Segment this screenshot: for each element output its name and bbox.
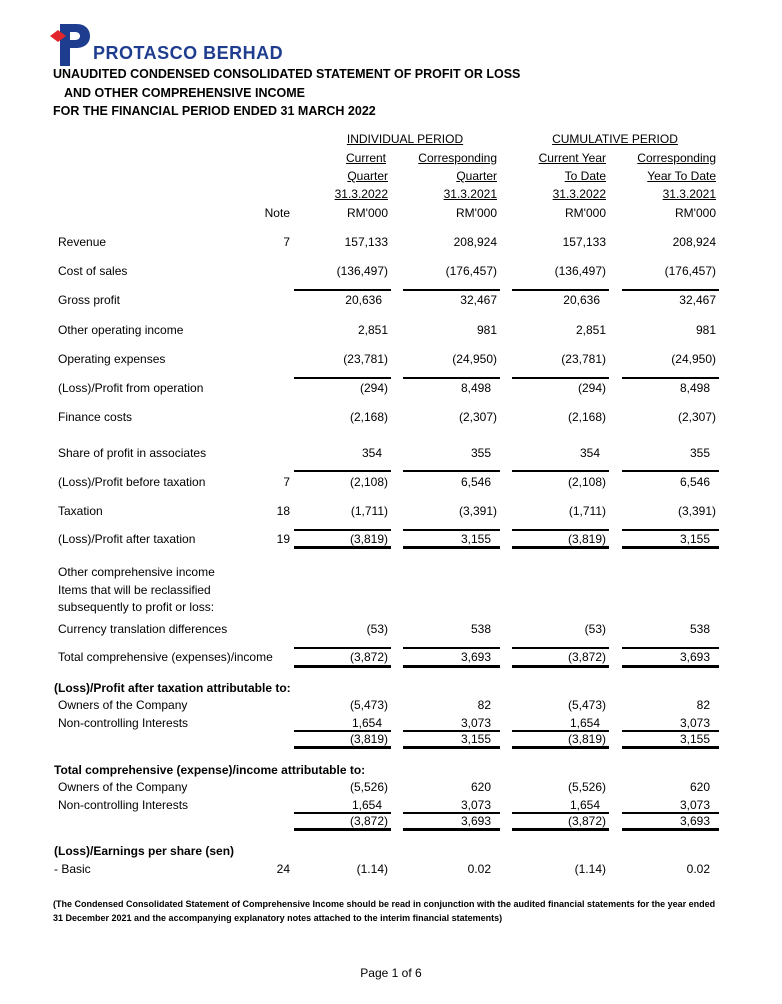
value-corresponding-ytd: 32,467	[679, 293, 716, 307]
value-current-quarter: (1,711)	[350, 504, 388, 518]
row-owners-comprehensive	[0, 779, 782, 795]
row-revenue	[0, 234, 782, 250]
row-label: Taxation	[58, 504, 103, 518]
row-note: 24	[276, 862, 290, 876]
value-current-quarter: 1,654	[351, 798, 382, 812]
col1-header-unit: RM'000	[347, 206, 388, 220]
row-total-comprehensive	[0, 649, 782, 665]
row-gross-profit	[0, 292, 782, 308]
row-label: (Loss)/Profit from operation	[58, 381, 204, 395]
value-corresponding-ytd: 6,546	[679, 475, 710, 489]
value-corresponding-ytd: (24,950)	[671, 352, 716, 366]
row-finance-costs	[0, 409, 782, 425]
row-label: Operating expenses	[58, 352, 166, 366]
value-corresponding-quarter: 3,073	[460, 716, 491, 730]
total-double-rule	[512, 546, 609, 549]
value-corresponding-quarter: 3,073	[460, 798, 491, 812]
statement-title-line-3: FOR THE FINANCIAL PERIOD ENDED 31 MARCH 2022	[53, 104, 376, 118]
section-eps	[0, 843, 782, 859]
value-corresponding-ytd: 82	[696, 698, 710, 712]
group-header-cumulative: CUMULATIVE PERIOD	[552, 132, 678, 146]
value-corresponding-ytd: 0.02	[686, 862, 710, 876]
value-current-ytd: (136,497)	[554, 264, 606, 278]
total-double-rule	[294, 546, 391, 549]
value-corresponding-quarter: 32,467	[460, 293, 497, 307]
subtotal-rule	[294, 470, 391, 472]
value-corresponding-ytd: 3,155	[679, 532, 710, 546]
value-corresponding-quarter: 0.02	[467, 862, 491, 876]
value-current-ytd: 20,636	[563, 293, 600, 307]
row-note: 19	[276, 532, 290, 546]
col4-header-date: 31.3.2021	[662, 187, 716, 201]
value-current-quarter: (23,781)	[343, 352, 388, 366]
value-current-quarter: (2,168)	[349, 410, 388, 424]
value-current-ytd: (5,473)	[567, 698, 606, 712]
value-current-ytd: (1,711)	[568, 504, 606, 518]
value-corresponding-ytd: 620	[689, 780, 710, 794]
row-label: (Loss)/Profit after taxation	[58, 532, 196, 546]
col1-header-line1: Current	[345, 151, 386, 165]
row-owners-profit	[0, 697, 782, 713]
section-heading: (Loss)/Profit after taxation attributable to:	[54, 681, 291, 695]
value-current-ytd: 354	[579, 446, 600, 460]
value-corresponding-quarter: (24,950)	[452, 352, 497, 366]
row-label: Share of profit in associates	[58, 446, 207, 460]
value-corresponding-quarter: 538	[470, 622, 491, 636]
col3-header-line2: To Date	[564, 169, 606, 183]
value-current-ytd: (23,781)	[561, 352, 606, 366]
value-current-ytd: (53)	[584, 622, 606, 636]
value-corresponding-quarter: 620	[470, 780, 491, 794]
row-currency-translation	[0, 621, 782, 637]
total-double-rule	[403, 828, 500, 831]
value-corresponding-quarter: 3,155	[460, 532, 491, 546]
col3-header-line1: Current Year	[538, 151, 606, 165]
subtotal-rule	[622, 470, 719, 472]
footnote: (The Condensed Consolidated Statement of Comprehensive Income should be read in conjunction with the audited financial statements for the year ended 31 December 2021 and the accompanying explanatory notes attached to the interim financial statements)	[53, 899, 716, 923]
total-double-rule	[294, 828, 391, 831]
value-current-ytd: (3,819)	[567, 532, 606, 546]
value-current-ytd: (2,168)	[567, 410, 606, 424]
value-current-quarter: (5,473)	[349, 698, 388, 712]
value-corresponding-quarter: 208,924	[453, 235, 497, 249]
value-current-quarter: (3,872)	[349, 650, 388, 664]
value-current-ytd: (3,819)	[567, 732, 606, 746]
col3-header-date: 31.3.2022	[552, 187, 606, 201]
row-oci-subheading-2	[0, 599, 782, 615]
row-note: 18	[276, 504, 290, 518]
value-corresponding-ytd: 3,693	[679, 650, 710, 664]
row-share-of-associates	[0, 445, 782, 461]
value-corresponding-quarter: 82	[477, 698, 491, 712]
row-note: 7	[283, 235, 290, 249]
col4-header-line1: Corresponding	[637, 151, 716, 165]
value-current-ytd: (3,872)	[567, 814, 606, 828]
page-number: Page 1 of 6	[360, 966, 422, 980]
row-label: Owners of the Company	[58, 698, 188, 712]
value-current-quarter: (294)	[359, 381, 388, 395]
total-double-rule	[512, 665, 609, 668]
value-corresponding-ytd: 355	[689, 446, 710, 460]
note-header: Note	[264, 206, 290, 220]
row-label: Currency translation differences	[58, 622, 228, 636]
value-corresponding-ytd: (3,391)	[677, 504, 716, 518]
value-current-quarter: (3,819)	[349, 732, 388, 746]
value-current-ytd: (3,872)	[567, 650, 606, 664]
row-label: Other operating income	[58, 323, 184, 337]
value-current-quarter: 354	[361, 446, 382, 460]
subtotal-rule	[512, 470, 609, 472]
value-corresponding-ytd: 8,498	[679, 381, 710, 395]
value-corresponding-quarter: 3,693	[460, 650, 491, 664]
value-current-quarter: (2,108)	[349, 475, 388, 489]
subtotal-rule	[403, 377, 500, 379]
value-current-ytd: 1,654	[569, 798, 600, 812]
total-double-rule	[512, 828, 609, 831]
value-corresponding-ytd: (176,457)	[664, 264, 716, 278]
row-label: Owners of the Company	[58, 780, 188, 794]
row-profit-after-tax	[0, 531, 782, 547]
value-current-quarter: 20,636	[345, 293, 382, 307]
value-corresponding-ytd: 981	[695, 323, 716, 337]
value-corresponding-ytd: 208,924	[672, 235, 716, 249]
value-current-quarter: (136,497)	[336, 264, 388, 278]
row-label: Items that will be reclassified	[58, 583, 211, 597]
subtotal-rule	[403, 470, 500, 472]
section-profit-attributable	[0, 680, 782, 696]
section-heading: Total comprehensive (expense)/income attributable to:	[54, 763, 366, 777]
row-label: Non-controlling Interests	[58, 716, 189, 730]
col2-header-date: 31.3.2021	[443, 187, 497, 201]
col1-header-date: 31.3.2022	[334, 187, 388, 201]
value-current-quarter: (3,872)	[349, 814, 388, 828]
total-double-rule	[622, 546, 719, 549]
row-label: subsequently to profit or loss:	[58, 600, 215, 614]
col4-header-line2: Year To Date	[647, 169, 716, 183]
row-profit-before-tax	[0, 474, 782, 490]
subtotal-rule	[512, 377, 609, 379]
total-double-rule	[622, 828, 719, 831]
row-cost-of-sales	[0, 263, 782, 279]
row-oci-subheading	[0, 582, 782, 598]
value-corresponding-ytd: 3,073	[679, 716, 710, 730]
statement-title-line-2: AND OTHER COMPREHENSIVE INCOME	[64, 86, 305, 100]
col3-header-unit: RM'000	[565, 206, 606, 220]
value-current-quarter: (1.14)	[356, 862, 388, 876]
total-double-rule	[294, 746, 391, 749]
row-note: 7	[283, 475, 290, 489]
row-label: Cost of sales	[58, 264, 128, 278]
row-taxation	[0, 503, 782, 519]
subtotal-rule	[512, 289, 609, 291]
row-other-operating-income	[0, 322, 782, 338]
row-label: - Basic	[54, 862, 91, 876]
value-corresponding-quarter: (2,307)	[458, 410, 497, 424]
row-operating-expenses	[0, 351, 782, 367]
total-double-rule	[403, 546, 500, 549]
total-double-rule	[294, 665, 391, 668]
value-corresponding-ytd: 3,155	[679, 732, 710, 746]
value-current-quarter: (3,819)	[349, 532, 388, 546]
row-label: Gross profit	[58, 293, 121, 307]
value-corresponding-quarter: 6,546	[460, 475, 491, 489]
value-corresponding-ytd: 3,693	[679, 814, 710, 828]
value-current-ytd: 157,133	[562, 235, 606, 249]
row-total-profit-attributable	[0, 731, 782, 747]
total-double-rule	[622, 746, 719, 749]
value-corresponding-quarter: 3,155	[460, 732, 491, 746]
value-current-ytd: (1.14)	[574, 862, 606, 876]
value-current-quarter: 157,133	[344, 235, 388, 249]
subtotal-rule	[294, 289, 391, 291]
col4-header-unit: RM'000	[675, 206, 716, 220]
total-double-rule	[622, 665, 719, 668]
value-corresponding-quarter: 355	[470, 446, 491, 460]
value-corresponding-quarter: 3,693	[460, 814, 491, 828]
total-double-rule	[403, 746, 500, 749]
value-corresponding-quarter: (3,391)	[458, 504, 497, 518]
row-label: Revenue	[58, 235, 107, 249]
value-corresponding-ytd: 538	[689, 622, 710, 636]
row-label: Finance costs	[58, 410, 133, 424]
row-label: Other comprehensive income	[58, 565, 215, 579]
value-corresponding-quarter: 8,498	[460, 381, 491, 395]
protasco-logo-icon	[50, 22, 92, 66]
value-current-ytd: 2,851	[575, 323, 606, 337]
statement-title-line-1: UNAUDITED CONDENSED CONSOLIDATED STATEMENT OF PROFIT OR LOSS	[53, 67, 521, 81]
value-current-ytd: (2,108)	[567, 475, 606, 489]
group-header-individual: INDIVIDUAL PERIOD	[346, 132, 464, 146]
col2-header-unit: RM'000	[456, 206, 497, 220]
row-label: Total comprehensive (expenses)/income	[58, 650, 273, 664]
section-comprehensive-attributable	[0, 762, 782, 778]
subtotal-rule	[294, 377, 391, 379]
value-corresponding-quarter: 981	[476, 323, 497, 337]
section-heading: (Loss)/Earnings per share (sen)	[54, 844, 235, 858]
value-current-quarter: (5,526)	[349, 780, 388, 794]
row-nci-comprehensive	[0, 797, 782, 813]
row-oci-heading	[0, 564, 782, 580]
row-profit-from-operation	[0, 380, 782, 396]
row-nci-profit	[0, 715, 782, 731]
company-name: PROTASCO BERHAD	[93, 43, 284, 63]
value-corresponding-ytd: (2,307)	[677, 410, 716, 424]
col2-header-line2: Quarter	[456, 169, 497, 183]
row-label: Non-controlling Interests	[58, 798, 189, 812]
subtotal-rule	[622, 377, 719, 379]
row-eps-basic	[0, 861, 782, 877]
col1-header-line2: Quarter	[347, 169, 388, 183]
value-current-quarter: 1,654	[351, 716, 382, 730]
value-corresponding-ytd: 3,073	[679, 798, 710, 812]
value-current-quarter: 2,851	[357, 323, 388, 337]
subtotal-rule	[622, 289, 719, 291]
col2-header-line1: Corresponding	[418, 151, 497, 165]
value-current-quarter: (53)	[366, 622, 388, 636]
total-double-rule	[403, 665, 500, 668]
value-current-ytd: (294)	[577, 381, 606, 395]
row-label: (Loss)/Profit before taxation	[58, 475, 206, 489]
value-current-ytd: (5,526)	[567, 780, 606, 794]
value-current-ytd: 1,654	[569, 716, 600, 730]
row-total-comprehensive-attributable	[0, 813, 782, 829]
subtotal-rule	[403, 289, 500, 291]
value-corresponding-quarter: (176,457)	[445, 264, 497, 278]
total-double-rule	[512, 746, 609, 749]
